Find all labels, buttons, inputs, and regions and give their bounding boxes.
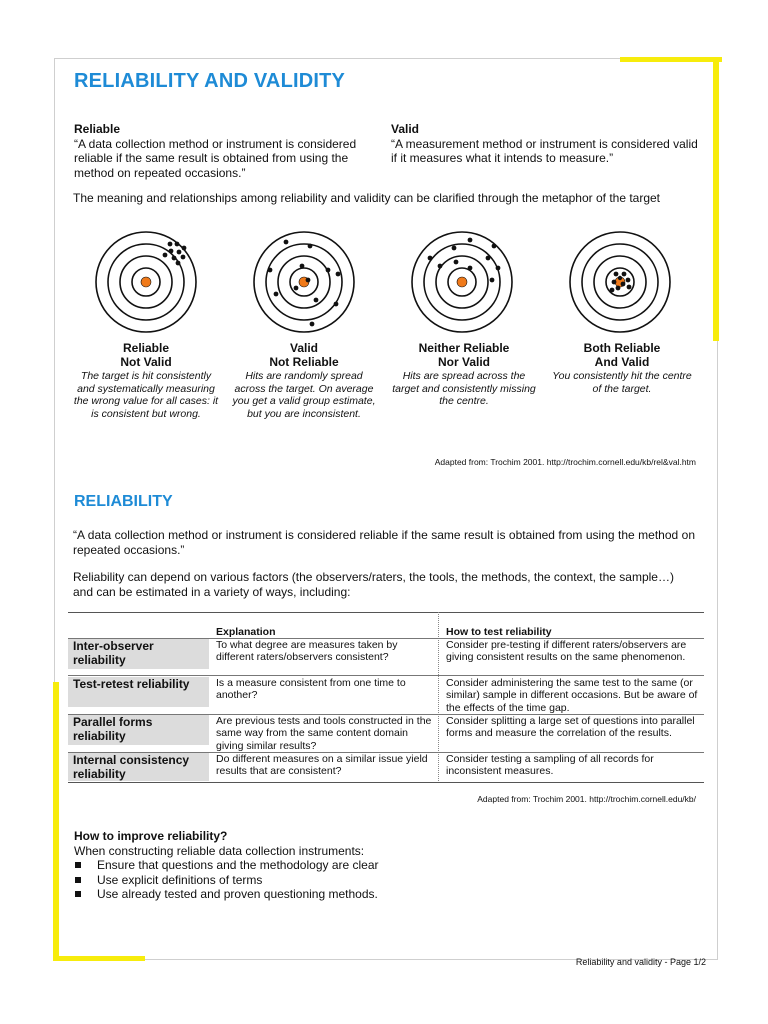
improve-intro: When constructing reliable data collection instruments:	[74, 843, 365, 858]
reliability-quote: “A data collection method or instrument is considered reliable if the same result is obtained from using the method on repeated occasions.”	[73, 528, 695, 557]
definition-valid-term: Valid	[391, 122, 420, 136]
target-valid-not-reliable	[252, 230, 356, 334]
table-row-rule	[68, 675, 704, 676]
column-header-explanation: Explanation	[216, 626, 276, 638]
definition-reliable-term: Reliable	[74, 122, 121, 136]
page-title: RELIABILITY AND VALIDITY	[74, 70, 346, 92]
table-row	[68, 715, 704, 753]
bullet-square-icon	[75, 877, 81, 883]
target-caption-2-line2: Not Reliable	[269, 355, 339, 369]
page-footer: Reliability and validity - Page 1/2	[575, 957, 706, 967]
target-caption-3	[389, 341, 539, 408]
row-how-to-test: Consider pre-testing if different raters/observers are giving consistent results on the same phenomenon.	[446, 639, 687, 664]
highlight-bar-right	[713, 57, 719, 341]
target-caption-1-line1: Reliable	[122, 341, 170, 355]
improve-title: How to improve reliability?	[74, 829, 228, 843]
bullet-item	[74, 873, 674, 888]
target-caption-3-description: Hits are spread across the target and consistently missing the centre.	[392, 370, 536, 407]
column-header-how-to-test: How to test reliability	[446, 626, 552, 638]
row-how-to-test: Consider testing a sampling of all records for inconsistent measures.	[446, 753, 654, 778]
highlight-bar-left	[53, 682, 59, 960]
improve-reliability-section	[74, 829, 674, 902]
highlight-bar-bottom	[53, 956, 145, 961]
reliability-factors-text: Reliability can depend on various factors (the observers/raters, the tools, the methods, the context, the sample…) and can be estimated in a variety of ways, including:	[73, 570, 674, 599]
target-caption-1-line2: Not Valid	[120, 355, 172, 369]
target-caption-1	[71, 341, 221, 420]
row-how-to-test: Consider administering the same test to the same (or similar) sample in different occasions. But be aware of the effects of the time gap.	[446, 677, 698, 714]
target-reliable-not-valid	[94, 230, 198, 334]
row-explanation: Is a measure consistent from one time to another?	[216, 677, 406, 702]
target-caption-4-description: You consistently hit the centre of the target.	[552, 370, 692, 395]
table-row	[68, 639, 704, 675]
table-row	[68, 753, 704, 781]
row-explanation: To what degree are measures taken by different raters/observers consistent?	[216, 639, 398, 664]
highlight-bar-top	[620, 57, 722, 62]
source-credit-2: Adapted from: Trochim 2001. http://trochim.cornell.edu/kb/	[477, 794, 696, 804]
target-both-reliable-and-valid	[568, 230, 672, 334]
row-type-label: Internal consistency reliability	[68, 753, 209, 781]
target-caption-2-line1: Valid	[289, 341, 318, 355]
bullet-square-icon	[75, 862, 81, 868]
definition-valid	[391, 122, 703, 166]
target-caption-4-line1: Both Reliable	[583, 341, 661, 355]
row-type-label: Inter-observer reliability	[68, 639, 209, 669]
definition-reliable-text: “A data collection method or instrument is considered reliable if the same result is obtained from using the method on repeated occasions.”	[74, 136, 357, 180]
bullet-item	[74, 858, 674, 873]
definition-valid-text: “A measurement method or instrument is considered valid if it measures what it intends to measure.”	[391, 136, 698, 165]
source-credit-1: Adapted from: Trochim 2001. http://trochim.cornell.edu/kb/rel&val.htm	[434, 457, 696, 467]
target-caption-2-description: Hits are randomly spread across the target. On average you get a valid group estimate, but you are inconsistent.	[232, 370, 376, 420]
row-explanation: Do different measures on a similar issue yield results that are consistent?	[216, 753, 428, 778]
target-caption-4	[547, 341, 697, 395]
table-bottom-rule	[68, 782, 704, 783]
section-title-reliability: RELIABILITY	[74, 493, 173, 510]
table-top-rule	[68, 612, 704, 613]
bullet-square-icon	[75, 891, 81, 897]
definition-reliable	[74, 122, 379, 180]
target-caption-3-line1: Neither Reliable	[418, 341, 510, 355]
metaphor-text: The meaning and relationships among reliability and validity can be clarified through the metaphor of the target	[73, 191, 661, 205]
bullet-text: Use already tested and proven questioning methods.	[97, 887, 378, 901]
bullet-text: Ensure that questions and the methodology are clear	[97, 858, 379, 872]
bullet-item	[74, 887, 674, 902]
row-how-to-test: Consider splitting a large set of questions into parallel forms and measure the correlation of the results.	[446, 715, 695, 740]
bullet-text: Use explicit definitions of terms	[97, 872, 263, 887]
target-caption-3-line2: Nor Valid	[437, 355, 490, 369]
row-type-label: Test-retest reliability	[68, 677, 209, 707]
target-neither-reliable-nor-valid	[410, 230, 514, 334]
row-type-label: Parallel forms reliability	[68, 715, 209, 745]
table-row	[68, 677, 704, 715]
target-caption-4-line2: And Valid	[594, 355, 650, 369]
reliability-table	[68, 612, 704, 783]
row-explanation: Are previous tests and tools constructed in the same way from the same content domain giving similar results?	[216, 715, 432, 752]
target-caption-2	[229, 341, 379, 420]
target-caption-1-description: The target is hit consistently and systematically measuring the wrong value for all cases: it is consistent but wrong.	[73, 370, 219, 420]
